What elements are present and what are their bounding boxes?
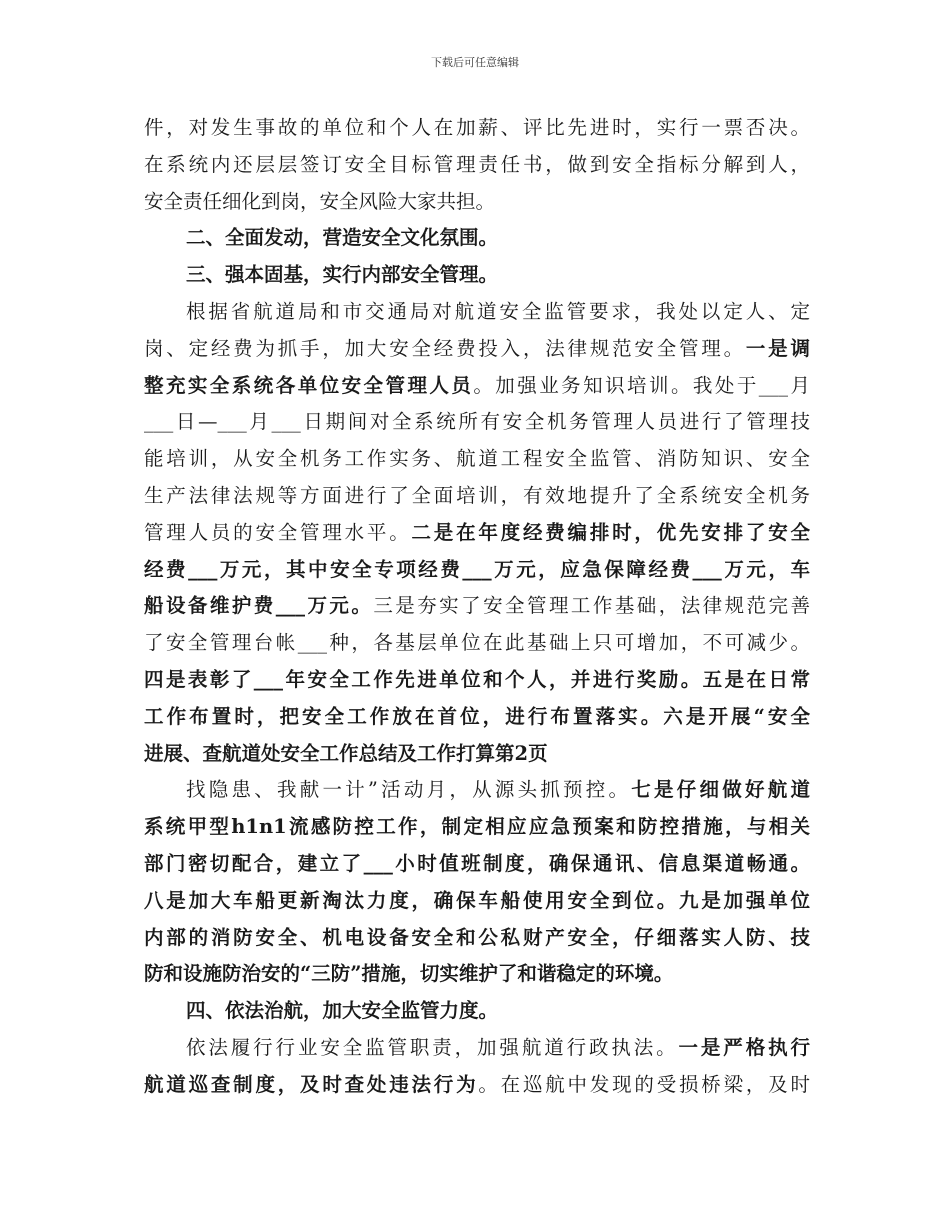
text-line [144,699,810,736]
text-segment: 。加强业务知识培训。我处于___月 [473,373,810,397]
bold-text-segment: 内部的消防安全、机电设备安全和公私财产安全，仔细落实人防、技 [144,925,810,949]
text-segment: 能培训，从安全机务工作实务、航道工程安全监管、消防知识、安全 [144,447,810,471]
bold-text-segment: 经费___万元，其中安全专项经费___万元，应急保障经费___万元，车 [144,557,810,581]
page-header: 下载后可任意编辑 [431,56,519,69]
text-line [144,1030,810,1067]
text-line [144,809,810,846]
bold-text-segment: 三、强本固基，实行内部安全管理。 [186,263,499,287]
bold-text-segment: 防和设施防治安的“三防”措施，切实维护了和谐稳定的环境。 [144,962,674,986]
text-line [144,772,810,809]
bold-text-segment: 七是仔细做好航道 [631,778,810,802]
text-segment: 件，对发生事故的单位和个人在加薪、评比先进时，实行一票否决。 [144,116,810,139]
text-line [144,515,810,552]
text-line [144,1067,810,1104]
text-segment: 管理人员的安全管理水平。 [144,520,412,544]
text-line [144,220,810,257]
bold-text-segment: 进展、查航道处安全工作总结及工作打算第2页 [144,741,548,765]
text-line [144,993,810,1030]
text-segment: 三是夯实了安全管理工作基础，法律规范完善 [373,594,810,618]
bold-text-segment: 船设备维护费___万元。 [144,594,374,618]
bold-text-segment: 工作布置时，把安全工作放在首位，进行布置落实。六是开展“安全 [144,704,810,728]
text-segment: 了安全管理台帐___种，各基层单位在此基础上只可增加，不可减少。 [144,631,810,655]
bold-text-segment: 四是表彰了___年安全工作先进单位和个人，并进行奖励。五是在日常 [144,667,810,691]
text-line [144,110,810,147]
bold-text-segment: 整充实全系统各单位安全管理人员 [144,373,474,397]
text-segment: 在系统内还层层签订安全目标管理责任书，做到安全指标分解到人， [144,152,810,176]
text-line [144,368,810,405]
bold-text-segment: 一是严格执行 [678,1035,810,1059]
text-line [144,294,810,331]
text-segment: 根据省航道局和市交通局对航道安全监管要求，我处以定人、定 [186,299,810,323]
bold-text-segment: 部门密切配合，建立了___小时值班制度，确保通讯、信息渠道畅通。 [144,851,810,875]
document-body [144,110,810,1104]
text-segment: 。在巡航中发现的受损桥梁，及时 [478,1072,810,1096]
bold-text-segment: 四、依法治航，加大安全监管力度。 [186,999,499,1023]
bold-text-segment: 一是调 [745,336,810,360]
text-segment: 生产法律法规等方面进行了全面培训，有效地提升了全系统安全机务 [144,483,810,507]
bold-text-segment: 系统甲型h1n1流感防控工作，制定相应应急预案和防控措施，与相关 [144,815,810,839]
text-segment: 依法履行行业安全监管职责，加强航道行政执法。 [186,1035,679,1059]
text-line [144,662,810,699]
text-line [144,736,810,773]
text-segment: 岗、定经费为抓手，加大安全经费投入，法律规范安全管理。 [144,336,746,360]
text-line [144,846,810,883]
text-line [144,184,810,221]
bold-text-segment: 航道巡查制度，及时查处违法行为 [144,1072,479,1096]
text-line [144,956,810,993]
bold-text-segment: 二是在年度经费编排时，优先安排了安全 [411,520,810,544]
text-line [144,331,810,368]
text-line [144,147,810,184]
text-line [144,625,810,662]
bold-text-segment: 二、全面发动，营造安全文化氛围。 [186,226,499,250]
text-segment: 安全责任细化到岗，安全风险大家共担。 [144,189,496,213]
text-line [144,257,810,294]
text-line [144,478,810,515]
text-line [144,883,810,920]
text-line [144,920,810,957]
text-line [144,588,810,625]
text-segment: 找隐患、我献一计”活动月，从源头抓预控。 [186,778,632,802]
text-segment: ___日—___月___日期间对全系统所有安全机务管理人员进行了管理技 [144,410,810,434]
text-line [144,404,810,441]
text-line [144,552,810,589]
bold-text-segment: 八是加大车船更新淘汰力度，确保车船使用安全到位。九是加强单位 [144,888,810,912]
text-line [144,441,810,478]
